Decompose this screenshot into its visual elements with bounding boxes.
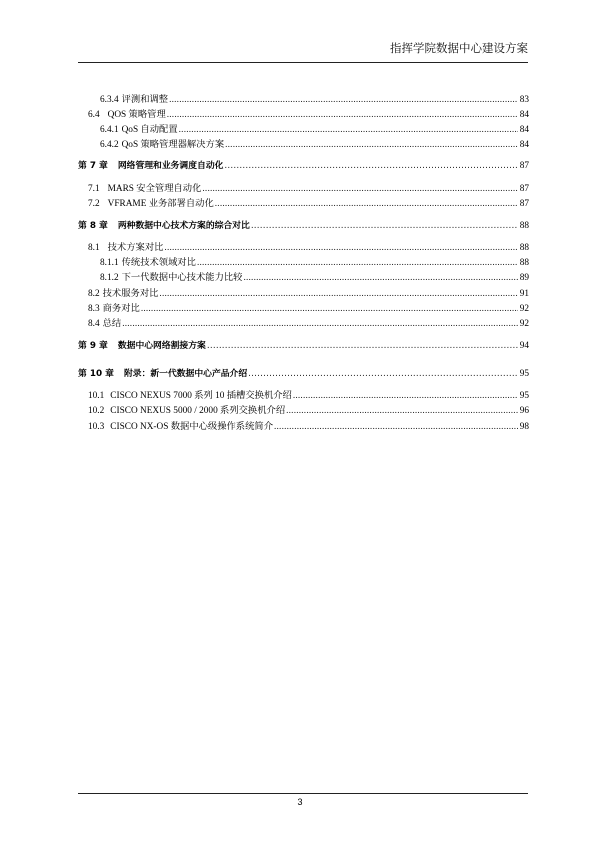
toc-entry-page: 87 (519, 184, 529, 194)
toc-leader-dots (251, 219, 518, 233)
toc-entry-page: 98 (519, 422, 529, 432)
toc-entry-page: 92 (519, 319, 529, 329)
toc-entry[interactable] (78, 389, 529, 403)
toc-chapter-entry[interactable] (78, 367, 529, 381)
toc-entry-number: 第 10 章 (78, 369, 114, 379)
toc-entry-number: 8.3 (88, 304, 100, 314)
toc-entry-page: 88 (519, 243, 529, 253)
toc-entry[interactable] (78, 197, 529, 211)
toc-entry-page: 96 (519, 406, 529, 416)
toc-entry-number: 8.4 (88, 319, 100, 329)
toc-entry[interactable] (78, 256, 529, 270)
toc-entry[interactable] (78, 241, 529, 255)
toc-leader-dots (164, 241, 517, 255)
toc-entry-number: 6.4 (88, 110, 100, 120)
toc-leader-dots (274, 420, 518, 434)
toc-entry-title: 附录：新一代数据中心产品介绍 (123, 369, 248, 379)
toc-entry-page: 88 (519, 258, 529, 268)
toc-entry-title: QOS 策略管理 (107, 110, 166, 120)
toc-entry-page: 88 (519, 221, 529, 231)
toc-leader-dots (167, 108, 518, 122)
page-number: 3 (297, 797, 303, 807)
toc-entry-title: QoS 自动配置 (121, 125, 178, 135)
toc-entry-page: 84 (519, 110, 529, 120)
toc-entry-number: 8.1.1 (100, 258, 119, 268)
toc-entry-title: 网络管理和业务调度自动化 (117, 161, 224, 171)
toc-entry-number: 第 7 章 (78, 161, 108, 171)
toc-entry-title: MARS 安全管理自动化 (107, 184, 202, 194)
toc-entry[interactable] (78, 302, 529, 316)
toc-entry-page: 94 (519, 341, 529, 351)
toc-entry[interactable] (78, 404, 529, 418)
toc-leader-dots (159, 287, 517, 301)
toc-entry-number: 6.4.2 (100, 140, 119, 150)
toc-entry-title: 数据中心网络割接方案 (117, 341, 206, 351)
toc-entry-page: 95 (519, 369, 529, 379)
toc-leader-dots (224, 159, 517, 173)
toc-entry-page: 91 (519, 289, 529, 299)
footer-rule (78, 793, 528, 794)
toc-leader-dots (122, 317, 517, 331)
toc-leader-dots (215, 197, 518, 211)
toc-entry-number: 7.2 (88, 199, 100, 209)
toc-entry[interactable] (78, 420, 529, 434)
toc-entry-number: 7.1 (88, 184, 100, 194)
toc-entry[interactable] (78, 138, 529, 152)
toc-leader-dots (202, 182, 517, 196)
toc-entry-title: 总结 (102, 319, 122, 329)
toc-leader-dots (225, 138, 518, 152)
toc-chapter-entry[interactable] (78, 219, 529, 233)
toc-leader-dots (243, 271, 517, 285)
header-title: 指挥学院数据中心建设方案 (390, 41, 528, 55)
toc-entry-title: CISCO NEXUS 7000 系列 10 插槽交换机介绍 (110, 391, 292, 401)
toc-entry[interactable] (78, 93, 529, 107)
toc-entry-page: 84 (519, 125, 529, 135)
toc-entry-number: 8.1.2 (100, 273, 119, 283)
toc-entry-title: 技术方案对比 (107, 243, 164, 253)
toc-entry-page: 83 (519, 95, 529, 105)
toc-chapter-entry[interactable] (78, 339, 529, 353)
toc-entry-number: 第 9 章 (78, 341, 108, 351)
toc-entry-number: 6.3.4 (100, 95, 119, 105)
toc-entry-page: 89 (519, 273, 529, 283)
toc-entry-number: 10.3 (88, 422, 105, 432)
toc-entry-page: 87 (519, 161, 529, 171)
toc-entry-title: 两种数据中心技术方案的综合对比 (117, 221, 250, 231)
toc-entry-page: 87 (519, 199, 529, 209)
toc-entry-number: 6.4.1 (100, 125, 119, 135)
toc-leader-dots (248, 367, 518, 381)
toc-entry-page: 92 (519, 304, 529, 314)
toc-entry-number: 10.2 (88, 406, 105, 416)
toc-entry-title: 技术服务对比 (102, 289, 159, 299)
toc-entry-number: 10.1 (88, 391, 105, 401)
toc-entry-title: 传统技术领域对比 (121, 258, 196, 268)
toc-entry[interactable] (78, 317, 529, 331)
toc-entry-number: 8.1 (88, 243, 100, 253)
toc-leader-dots (179, 123, 518, 137)
toc-entry[interactable] (78, 123, 529, 137)
toc-entry-title: CISCO NX-OS 数据中心级操作系统简介 (110, 422, 273, 432)
toc-entry-title: 评测和调整 (121, 95, 169, 105)
toc-entry-title: QoS 策略管理器解决方案 (121, 140, 225, 150)
toc-entry[interactable] (78, 182, 529, 196)
toc-entry[interactable] (78, 271, 529, 285)
toc-entry-title: VFRAME 业务部署自动化 (107, 199, 214, 209)
toc-entry-number: 8.2 (88, 289, 100, 299)
toc-entry-title: CISCO NEXUS 5000 / 2000 系列交换机介绍 (110, 406, 286, 416)
toc-leader-dots (286, 404, 518, 418)
toc-entry-number: 第 8 章 (78, 221, 108, 231)
toc-entry[interactable] (78, 287, 529, 301)
toc-entry-title: 商务对比 (102, 304, 140, 314)
toc-entry-page: 95 (519, 391, 529, 401)
toc-entry-title: 下一代数据中心技术能力比较 (121, 273, 243, 283)
toc-leader-dots (293, 389, 518, 403)
toc-leader-dots (197, 256, 518, 270)
toc-leader-dots (169, 93, 518, 107)
header-rule (78, 62, 528, 63)
toc-entry-page: 84 (519, 140, 529, 150)
toc-entry[interactable] (78, 108, 529, 122)
toc-leader-dots (207, 339, 518, 353)
toc-chapter-entry[interactable] (78, 159, 529, 173)
toc-leader-dots (141, 302, 518, 316)
